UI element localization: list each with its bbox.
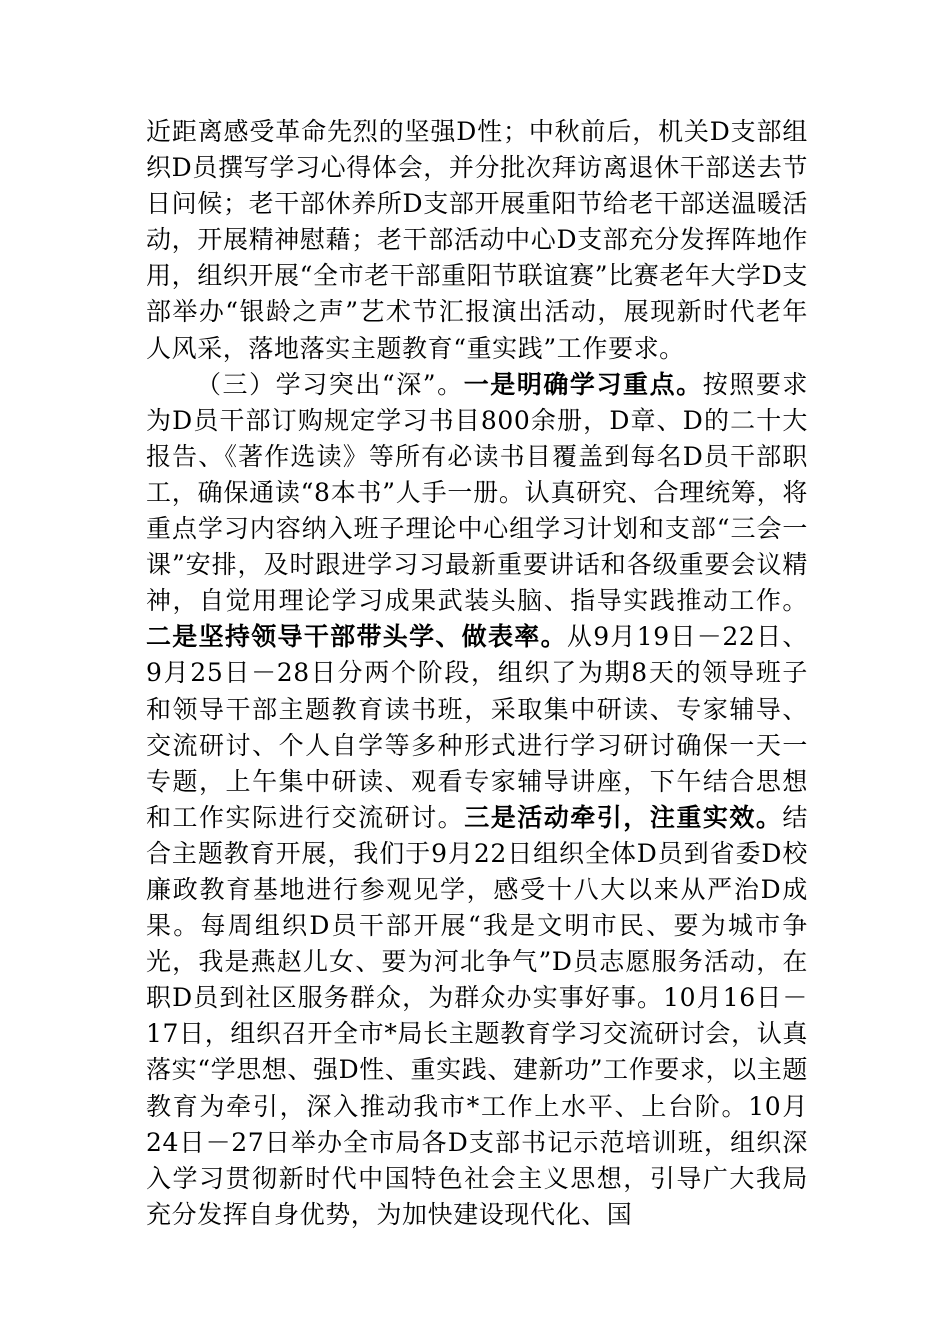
paragraph-volunteer-activities: 近距离感受革命先烈的坚强D性；中秋前后，机关D支部组织D员撰写学习心得体会，并分批次拜访离退休干部送去节日问候；老干部休养所D支部开展重阳节给老干部送温暖活动，开展精神慰藉；老干部活动中心D支部充分发挥阵地作用，组织开展“全市老干部重阳节联谊赛”比赛老年大学D支部举办“银龄之声”艺术节汇报演出活动，展现新时代老年人风采，落地落实主题教育“重实践”工作要求。: [146, 117, 808, 363]
paragraph-study-depth: [146, 367, 808, 1233]
point-3-title: 三是活动牵引，注重实效。: [464, 802, 783, 832]
point-1-text: 按照要求为D员干部订购规定学习书目800余册，D章、D的二十大报告、《著作选读》等所有必读书目覆盖到每名D员干部职工，确保通读“8本书”人手一册。认真研究、合理统筹，将重点学习内容纳入班子理论中心组学习计划和支部“三会一课”安排，及时跟进学习习最新重要讲话和各级重要会议精神，自觉用理论学习成果武装头脑、指导实践推动工作。: [146, 369, 808, 616]
point-2-text: 从9月19日－22日、9月25日－28日分两个阶段，组织了为期8天的领导班子和领导干部主题教育读书班，采取集中研读、专家辅导、交流研讨、个人自学等多种形式进行学习研讨确保一天一专题，上午集中研读、观看专家辅导讲座，下午结合思想和工作实际进行交流研讨。: [146, 622, 808, 832]
point-2-title: 二是坚持领导干部带头学、做表率。: [146, 622, 567, 652]
section-heading: （三）学习突出“深”。: [196, 369, 464, 399]
point-1-title: 一是明确学习重点。: [463, 369, 703, 399]
document-page: [146, 114, 808, 1233]
point-3-text: 结合主题教育开展，我们于9月22日组织全体D员到省委D校廉政教育基地进行参观见学，感受十八大以来从严治D成果。每周组织D员干部开展“我是文明市民、要为城市争光，我是燕赵儿女、要为河北争气”D员志愿服务活动，在职D员到社区服务群众，为群众办实事好事。10月16日－17日，组织召开全市*局长主题教育学习交流研讨会，认真落实“学思想、强D性、重实践、建新功”工作要求，以主题教育为牵引，深入推动我市*工作上水平、上台阶。10月24日－27日举办全市局各D支部书记示范培训班，组织深入学习贯彻新时代中国特色社会主义思想，引导广大我局充分发挥自身优势，为加快建设现代化、国: [146, 802, 809, 1229]
